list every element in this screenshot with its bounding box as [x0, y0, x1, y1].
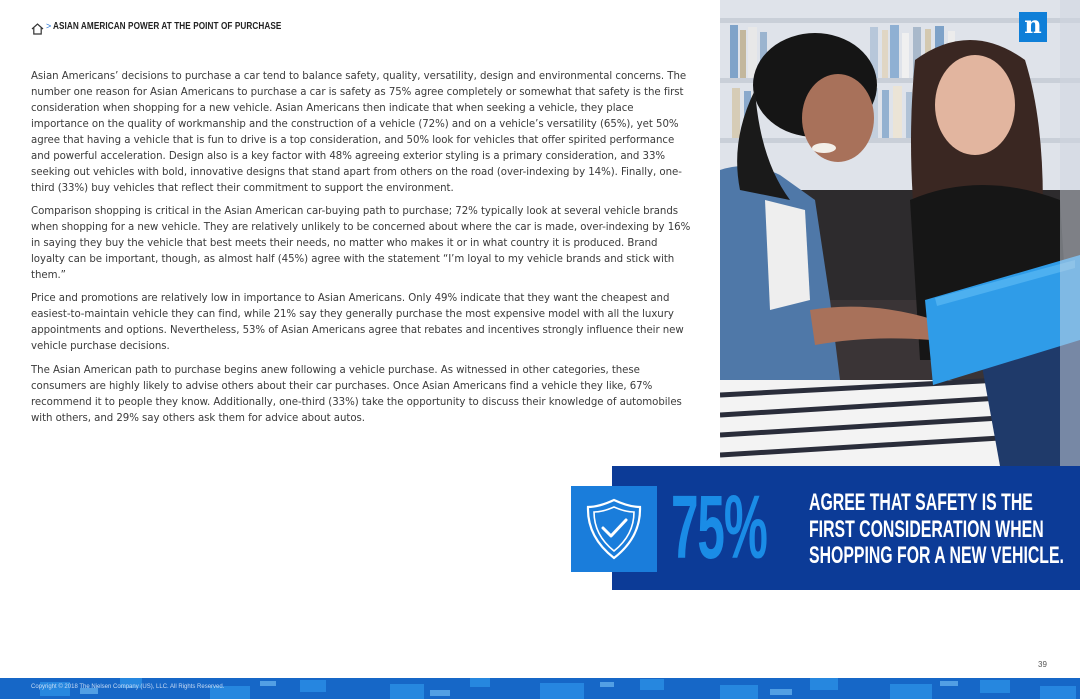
hero-photo: [720, 0, 1080, 466]
stat-caption: [809, 490, 1080, 570]
stat-caption-line-1: AGREE THAT SAFETY IS THE: [809, 489, 1033, 516]
breadcrumb-separator: >: [46, 21, 52, 31]
paragraph-1: Asian Americans’ decisions to purchase a car tend to balance safety, quality, versatility, design and environmental concerns. The number one reason for Asian Americans to purchase a car is safety as 75% agree completely or somewhat that safety is the first consideration when shopping for a new vehicle. Asian Americans then indicate that when seeking a vehicle, they place importance on the quality of workmanship and the construction of a vehicle (72%) and on a vehicle’s versatility (65%), yet 50% agree that having a vehicle that is fun to drive is a top consideration, and 50% look for vehicles that offer spirited performance and powerful acceleration. Design also is a key factor with 48% agreeing exterior styling is a primary consideration, and 33% seeking out vehicles with bold, innovative designs that stand apart from others on the road (over-indexing by 14%). Finally, one-third (33%) buy vehicles that reflect their commitment to support the environment.: [31, 71, 687, 194]
page-number: 39: [1038, 660, 1047, 669]
shield-check-icon: [571, 486, 657, 572]
copyright-notice: Copyright © 2018 The Nielsen Company (US), LLC. All Rights Reserved.: [31, 684, 225, 690]
stat-caption-line-2: FIRST CONSIDERATION WHEN: [809, 515, 1044, 543]
paragraph-3: Price and promotions are relatively low in importance to Asian Americans. Only 49% indicate that they want the cheapest and easiest-to-maintain vehicle they can find, while 21% say they generally purchase the most expensive model with all the luxury appointments and options. Nevertheless, 53% of Asian Americans agree that rebates and incentives strongly influence their new vehicle purchase decisions.: [31, 293, 684, 353]
article-body: [31, 69, 691, 434]
paragraph-4: The Asian American path to purchase begins anew following a vehicle purchase. As witnessed in other categories, these consumers are highly likely to advise others about their car purchases. Once Asian Americans find a vehicle they like, 67% recommend it to people they know. Additionally, one-third (33%) take the opportunity to discuss their knowledge of automobiles with others, and 29% say others ask them for advice about autos.: [31, 364, 682, 424]
stat-number: 75%: [671, 478, 767, 578]
breadcrumb-title[interactable]: ASIAN AMERICAN POWER AT THE POINT OF PURCHASE: [53, 20, 282, 32]
stat-caption-line-3: SHOPPING FOR A NEW VEHICLE.: [809, 542, 1064, 569]
breadcrumb: [31, 19, 346, 33]
paragraph-2: Comparison shopping is critical in the Asian American car-buying path to purchase; 72% typically look at several vehicle brands when shopping for a new vehicle. They are relatively unlikely to be concerned about where the car is made, over-indexing by 16% in saying they buy the vehicle that best meets their needs, no matter who makes it or in what country it is produced. Brand loyalty can be important, though, as almost half (45%) agree with the statement “I’m loyal to my vehicle brands and stick with them.”: [31, 206, 691, 281]
nielsen-logo: n: [1019, 12, 1047, 42]
home-icon[interactable]: [31, 20, 44, 32]
